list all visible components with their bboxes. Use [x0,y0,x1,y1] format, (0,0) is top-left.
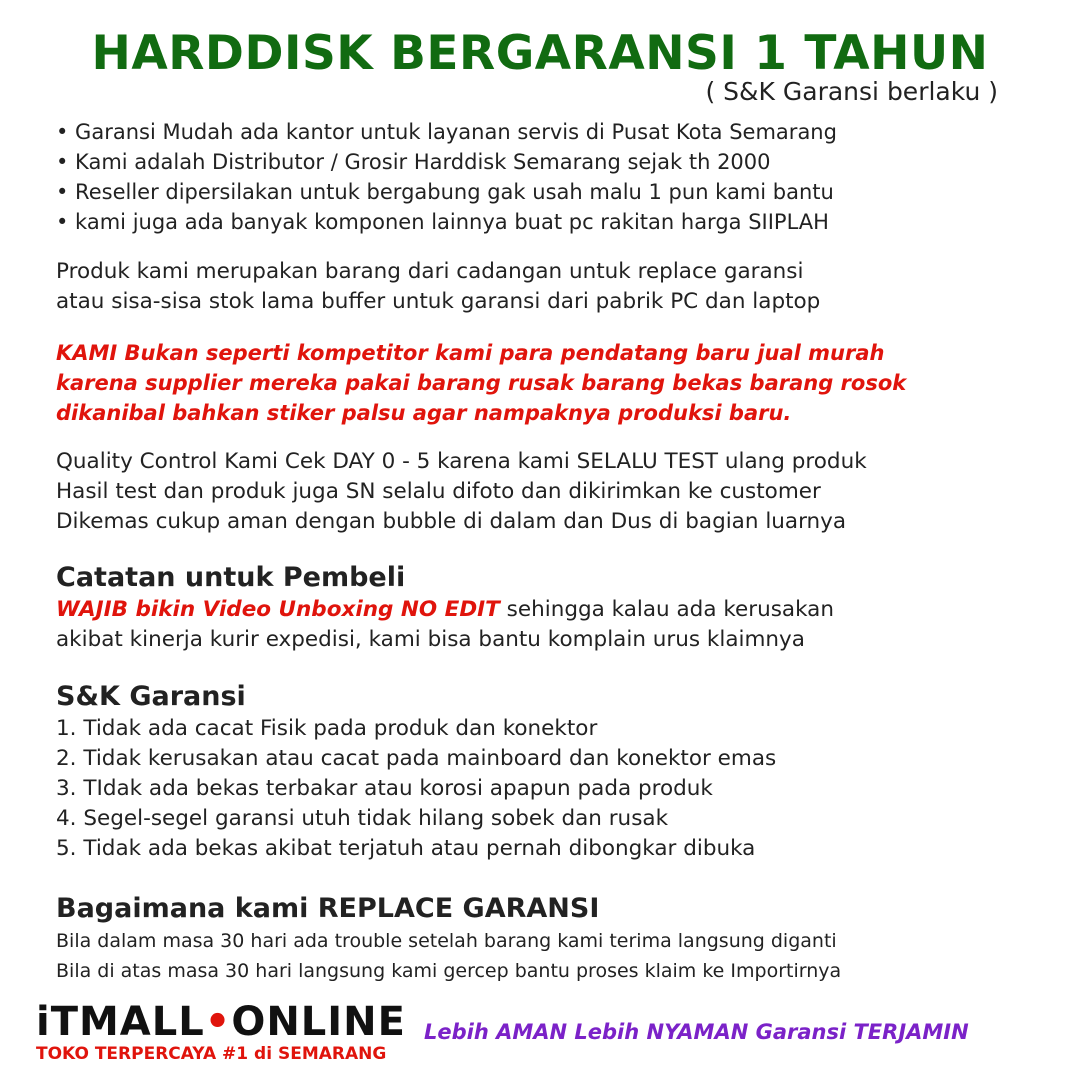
intro-line: atau sisa-sisa stok lama buffer untuk garansi dari pabrik PC dan laptop [56,289,821,314]
buyer-notes-line-rest: sehingga kalau ada kerusakan [499,597,834,622]
page-subtitle: ( S&K Garansi berlaku ) [705,77,998,106]
product-intro-paragraph [56,257,1046,317]
terms-item: 4. Segel-segel garansi utuh tidak hilang sobek dan rusak [56,806,669,831]
warning-paragraph [56,338,1046,428]
quality-control-paragraph [56,447,1046,537]
warranty-terms-section [56,680,1046,864]
qc-line: Hasil test dan produk juga SN selalu difoto dan dikirimkan ke customer [56,479,821,504]
replace-line: Bila di atas masa 30 hari langsung kami gercep bantu proses klaim ke Importirnya [56,960,842,982]
replace-warranty-heading: Bagaimana kami REPLACE GARANSI [56,893,600,924]
terms-item: 5. Tidak ada bekas akibat terjatuh atau pernah dibongkar dibuka [56,836,756,861]
warning-line: dikanibal bahkan stiker palsu agar nampaknya produksi baru. [56,401,792,425]
logo-wordmark [36,1000,416,1044]
warning-line: karena supplier mereka pakai barang rusak barang bekas barang rosok [56,371,907,395]
buyer-notes-line [56,595,1046,625]
warranty-terms-heading: S&K Garansi [56,681,246,712]
page-title: HARDDISK BERGARANSI 1 TAHUN [91,26,989,81]
bullet-item: • Reseller dipersilakan untuk bergabung gak usah malu 1 pun kami bantu [56,180,834,204]
buyer-notes-section [56,561,1046,655]
qc-line: Quality Control Kami Cek DAY 0 - 5 karena kami SELALU TEST ulang produk [56,449,867,474]
logo-right-text: ONLINE [231,999,406,1045]
buyer-notes-line: akibat kinerja kurir expedisi, kami bisa bantu komplain urus klaimnya [56,627,805,652]
replace-line: Bila dalam masa 30 hari ada trouble setelah barang kami terima langsung diganti [56,930,837,952]
store-tagline: TOKO TERPERCAYA #1 di SEMARANG [36,1044,387,1064]
terms-item: 1. Tidak ada cacat Fisik pada produk dan konektor [56,716,598,741]
bullet-item: • kami juga ada banyak komponen lainnya buat pc rakitan harga SIIPLAH [56,210,829,234]
intro-line: Produk kami merupakan barang dari cadangan untuk replace garansi [56,259,804,284]
logo-dot-icon: • [204,999,232,1045]
bullet-item: • Garansi Mudah ada kantor untuk layanan servis di Pusat Kota Semarang [56,120,837,144]
footer-slogan: Lebih AMAN Lebih NYAMAN Garansi TERJAMIN [424,1020,969,1044]
qc-line: Dikemas cukup aman dengan bubble di dalam dan Dus di bagian luarnya [56,509,847,534]
warning-line: KAMI Bukan seperti kompetitor kami para pendatang baru jual murah [56,341,885,365]
store-logo [36,1000,416,1064]
unboxing-video-emphasis: WAJIB bikin Video Unboxing NO EDIT [56,597,500,622]
replace-warranty-section [56,892,1046,986]
buyer-notes-heading: Catatan untuk Pembeli [56,562,406,593]
terms-item: 3. TIdak ada bekas terbakar atau korosi apapun pada produk [56,776,713,801]
terms-item: 2. Tidak kerusakan atau cacat pada mainboard dan konektor emas [56,746,777,771]
logo-left-text: iTMALL [36,999,205,1045]
bullet-item: • Kami adalah Distributor / Grosir Harddisk Semarang sejak th 2000 [56,150,771,174]
feature-bullet-list [56,117,1046,237]
